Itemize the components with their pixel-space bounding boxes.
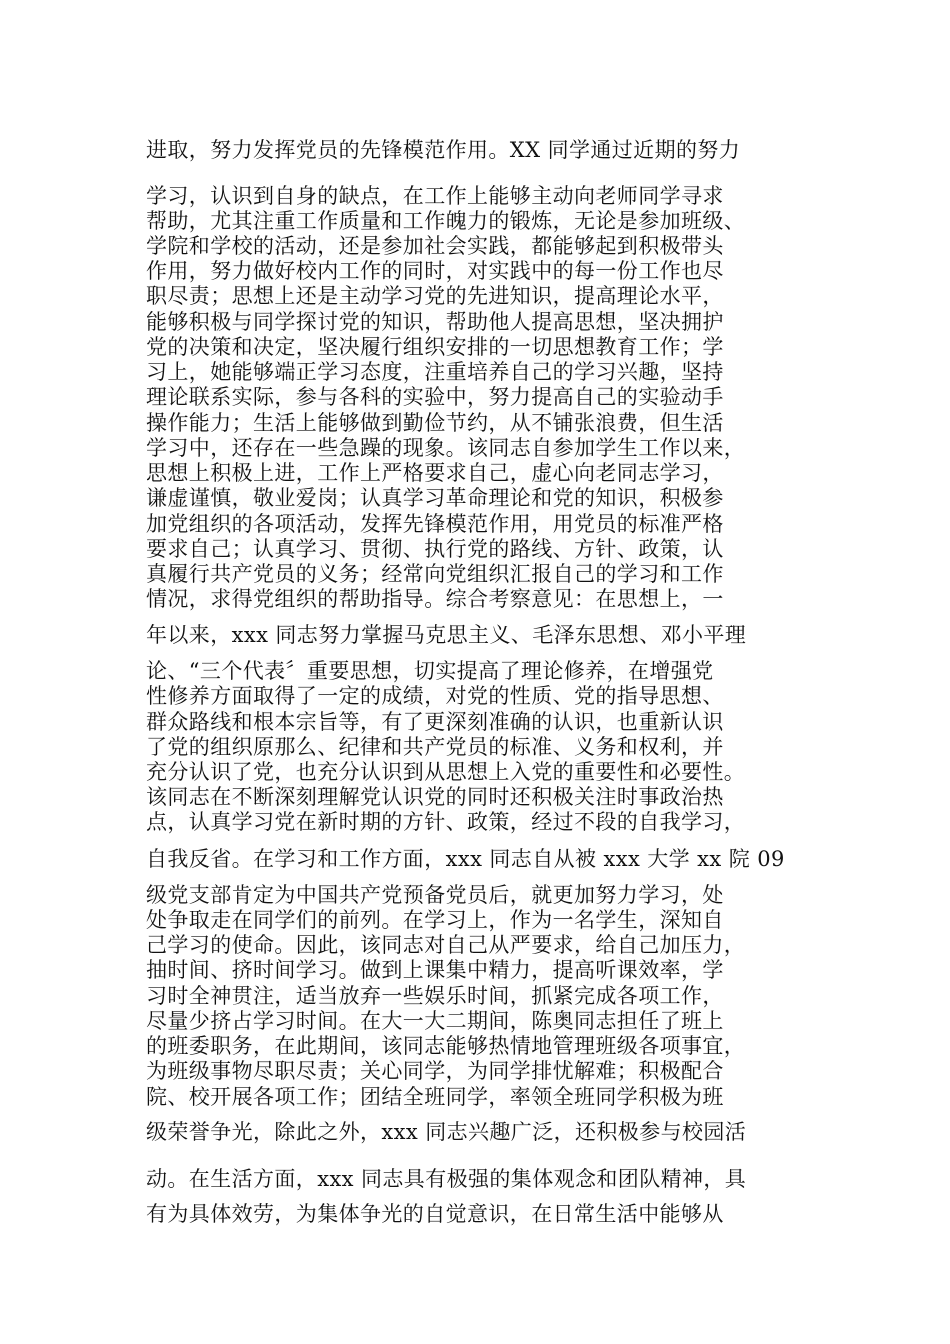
text-line: 帮助，尤其注重工作质量和工作魄力的锻炼，无论是参加班级、: [146, 209, 746, 233]
text-line: 为班级事物尽职尽责；关心同学，为同学排忧解难；积极配合: [146, 1059, 724, 1083]
text-line: 己学习的使命。因此，该同志对自己从严要求，给自己加压力，: [146, 933, 746, 957]
text-line: 级党支部肯定为中国共产党预备党员后，就更加努力学习，处: [146, 883, 724, 907]
text-line: 理论联系实际，参与各科的实验中，努力提高自己的实验动手: [146, 385, 724, 409]
text-line: 级荣誉争光，除此之外，xxx 同志兴趣广泛，还积极参与校园活: [146, 1120, 747, 1144]
text-line: 思想上积极上进，工作上严格要求自己，虚心向老同志学习，: [146, 461, 724, 485]
text-line: 要求自己；认真学习、贯彻、执行党的路线、方针、政策，认: [146, 537, 724, 561]
text-line: 有为具体效劳，为集体争光的自觉意识，在日常生活中能够从: [146, 1202, 724, 1226]
text-line: 尽量少挤占学习时间。在大一大二期间，陈奥同志担任了班上: [146, 1009, 724, 1033]
text-line: 点，认真学习党在新时期的方针、政策，经过不段的自我学习，: [146, 810, 746, 834]
text-line: 操作能力；生活上能够做到勤俭节约，从不铺张浪费，但生活: [146, 411, 724, 435]
text-line: 论、“三个代表〞重要思想，切实提高了理论修养，在增强党: [146, 659, 714, 683]
text-line: 院、校开展各项工作；团结全班同学，率领全班同学积极为班: [146, 1085, 724, 1109]
text-line: 自我反省。在学习和工作方面，xxx 同志自从被 xxx 大学 xx 院 09: [146, 847, 785, 871]
text-line: 充分认识了党，也充分认识到从思想上入党的重要性和必要性。: [146, 760, 746, 784]
text-line: 能够积极与同学探讨党的知识，帮助他人提高思想，坚决拥护: [146, 310, 724, 334]
text-line: 动。在生活方面，xxx 同志具有极强的集体观念和团队精神，具: [146, 1167, 747, 1191]
text-line: 群众路线和根本宗旨等，有了更深刻准确的认识，也重新认识: [146, 710, 724, 734]
text-line: 党的决策和决定，坚决履行组织安排的一切思想教育工作；学: [146, 335, 724, 359]
text-line: 进取，努力发挥党员的先锋模范作用。XX 同学通过近期的努力: [146, 138, 741, 162]
text-line: 学习，认识到自身的缺点，在工作上能够主动向老师同学寻求: [146, 184, 724, 208]
text-line: 该同志在不断深刻理解党认识党的同时还积极关注时事政治热: [146, 785, 724, 809]
text-line: 处争取走在同学们的前列。在学习上，作为一名学生，深知自: [146, 908, 724, 932]
text-line: 习时全神贯注，适当放弃一些娱乐时间，抓紧完成各项工作，: [146, 984, 724, 1008]
text-line: 的班委职务，在此期间，该同志能够热情地管理班级各项事宜，: [146, 1034, 746, 1058]
text-line: 情况，求得党组织的帮助指导。综合考察意见：在思想上，一: [146, 587, 724, 611]
text-line: 职尽责；思想上还是主动学习党的先进知识，提高理论水平，: [146, 284, 724, 308]
text-line: 习上，她能够端正学习态度，注重培养自己的学习兴趣，坚持: [146, 360, 724, 384]
text-line: 作用，努力做好校内工作的同时，对实践中的每一份工作也尽: [146, 259, 724, 283]
text-line: 年以来，xxx 同志努力掌握马克思主义、毛泽东思想、邓小平理: [146, 623, 747, 647]
text-line: 真履行共产党员的义务；经常向党组织汇报自己的学习和工作: [146, 562, 724, 586]
text-line: 抽时间、挤时间学习。做到上课集中精力，提高听课效率，学: [146, 958, 724, 982]
text-line: 性修养方面取得了一定的成绩，对党的性质、党的指导思想、: [146, 684, 724, 708]
text-line: 学院和学校的活动，还是参加社会实践，都能够起到积极带头: [146, 234, 724, 258]
text-line: 加党组织的各项活动，发挥先锋模范作用，用党员的标准严格: [146, 512, 724, 536]
text-line: 了党的组织原那么、纪律和共产党员的标准、义务和权利，并: [146, 735, 724, 759]
text-line: 谦虚谨慎，敬业爱岗；认真学习革命理论和党的知识，积极参: [146, 486, 724, 510]
text-line: 学习中，还存在一些急躁的现象。该同志自参加学生工作以来，: [146, 436, 746, 460]
